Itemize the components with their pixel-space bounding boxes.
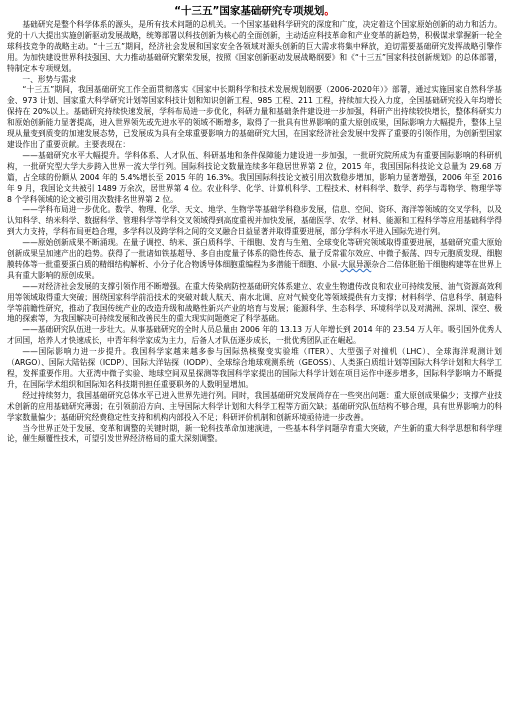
section-heading: 一、形势与需求 bbox=[22, 74, 77, 84]
title-red-mark: 。 bbox=[324, 5, 335, 17]
body-paragraph: ——对经济社会发展的支撑引领作用不断增强。在重大传染病防控基础研究体系建立、农业生物遗传改良和农业可持续发展、油气资源高效利用等领域取得重大突破；围绕国家科学前沿技术的突破对载人航天、南水北调、应对气候变化等领域提供有力支撑；材料科学、信息科学、制造科学等前瞻性研究，推动了我国传统产业的改造升级和战略性新兴产业的培育与发展；能源科学、生态科学、环境科学以及对满洲、深圳、深空、极地的探索等，为我国解决可持续发展和改善民生的重大现实问题奠定了科学基础。 bbox=[7, 281, 502, 324]
body-paragraph: 当今世界正处于发展、变革和调整的关键时期，新一轮科技革命加速演进，一些基本科学问题孕育重大突破，产生新的重大科学思想和科学理论，催生颠覆性技术，可望引发世界经济格局的重大深刻调整。 bbox=[7, 423, 502, 444]
body-paragraph: ——学科布局进一步优化。数学、物理、化学、天文、地学、生物学等基础学科稳步发展，信息、空间、资环、海洋等领域的交叉学科，以及认知科学、纳米科学、数据科学、管理科学等学科交叉领域得到高度重视并加快发展，基础医学、农学、材料、能源和工程科学等应用基础科学得到大力支持，学科布局更趋合理，多学科以及跨学科之间的交叉融合日益显著并取得重要进展，部分学科水平进入国际先进行列。 bbox=[7, 205, 502, 237]
body-paragraph: ——原始创新成果不断涌现。在量子调控、纳米、蛋白质科学、干细胞、发育与生殖、全球变化等研究领域取得重要进展，基础研究重大原始创新成果呈加速产出的趋势。获得了一批诸如铁基超导、多自由度量子体系的隐性传态、量子反常霍尔效应、中微子振荡、四专元胞质发现、细胞膜转体等一批重要蛋白质的精细结构解析、小分子化合物诱导体细胞重编程为多潜能干细胞、小鼠-大鼠异源杂合二倍体胚胎干细胞构建等在世界上具有重大影响的原创成果。 bbox=[7, 238, 502, 280]
body-paragraph: ——国际影响力进一步提升。我国科学家越来越多参与国际热核聚变实验堆（ITER）、大型强子对撞机（LHC）、全球海洋观测计划（ARGO）、国际大陆钻探（ICDP）、国际大洋钻探（IODP）、全球综合地球观测系统（GEOSS）、人类蛋白质组计划等国际大科学计划和大科学工程，发挥重要作用。大亚湾中微子实验、地球空间双星探测等我国科学家提出的国际大科学计划在项目运作中逐步增多，国际科学影响力不断提升，在国际学术组织和国际知名科技期刊担任重要职务的人数明显增加。 bbox=[7, 347, 502, 389]
intro-paragraph: 基础研究是整个科学体系的源头，是所有技术问题的总机关。一个国家基础科学研究的深度和广度，决定着这个国家原始创新的动力和活力。党的十八大提出实施创新驱动发展战略，统筹部署以科技创新为核心的全面创新，主动适应科技革命和产业变革的新趋势，积极谋求掌握新一轮全球科技竞争的战略主动。“十三五”期间，经济社会发展和国家安全各领域对源头创新的巨大需求将集中释放，迫切需要基础研究发挥战略引擎作用。为加快建设世界科技强国、大力推动基础研究繁荣发展，按照《国家创新驱动发展战略纲要》和《“十三五”国家科技创新规划》的总体部署，特制定本专项规划。 bbox=[7, 20, 502, 73]
body-paragraph: 经过持续努力，我国基础研究总体水平已进入世界先进行列。同时，我国基础研究发展尚存在一些突出问题：重大原创成果偏少；支撑产业技术创新的应用基础研究薄弱；在引领前沿方向、主导国际大科学计划和大科学工程等方面欠缺；基础研究队伍结构不够合理，具有世界影响力的科学家数量偏少；基础研究经费稳定性支持和机构内部投入不足；科研评价机制和创新环境亟待进一步改善。 bbox=[7, 390, 502, 422]
body-paragraph: ——基础研究水平大幅提升。学科体系、人才队伍、科研基地和条件保障能力建设进一步加强，一批研究院所成为有重要国际影响的科研机构，一批研究型大学大步跨入世界一流大学行列。国际科技论文数量连续多年稳居世界第 2 位，2015 年，我国国际科技论文总量为 29.68 万篇，占全球的份额从 2004 年的 5.4%增长至 2015 年的 16.3%。我国国际科技论文被引用次数稳步增加，影响力显著增强，2006 年至 2016 年 9 月，我国论文共被引 1489 万余次，居世界第 4 位。农业科学、化学、计算机科学、工程技术、材料科学、数学、药学与毒物学、物理学等 8 个学科领域的论文被引用次数排名世界第 2 位。 bbox=[7, 150, 502, 204]
body-paragraph: ——基础研究队伍进一步壮大。从事基础研究的全时人员总量由 2006 年的 13.13 万人年增长到 2014 年的 23.54 万人年。吸引国外优秀人才回国，培养人才快速成长，中青年科学家成为主力，后备人才队伍逐步成长，一批优秀团队正在崛起。 bbox=[7, 325, 502, 346]
title-text: “十三五”国家基础研究专项规划 bbox=[174, 5, 325, 17]
body-paragraph: “十三五”期间，我国基础研究工作全面贯彻落实《国家中长期科学和技术发展规划纲要（2006-2020年）》部署，通过实施国家自然科学基金、973 计划、国家重大科学研究计划等国家科技计划和知识创新工程、985 工程、211 工程，持续加大投入力度，全国基础研究投入年均增长保持在 20%以上。基础研究持续快速发展，学科布局进一步优化，科研力量和基础条件建设进一步加强，科研产出持续较快增长，整体科研实力和原始创新能力显著提高，进入世界领先或先进水平的领域不断增多，取得了一批具有世界影响的重大原创成果，国际影响力大幅提升，整体上呈现从量变到质变的加速发展态势，已发展成为具有全球重要影响力的基础研究大国，在国家经济社会发展中发挥了重要的引领作用，为创新型国家建设作出了重要贡献。主要表现在： bbox=[7, 85, 502, 149]
document-title bbox=[7, 4, 502, 19]
wavy-underlined-text: 大鼠异源 bbox=[340, 259, 372, 269]
